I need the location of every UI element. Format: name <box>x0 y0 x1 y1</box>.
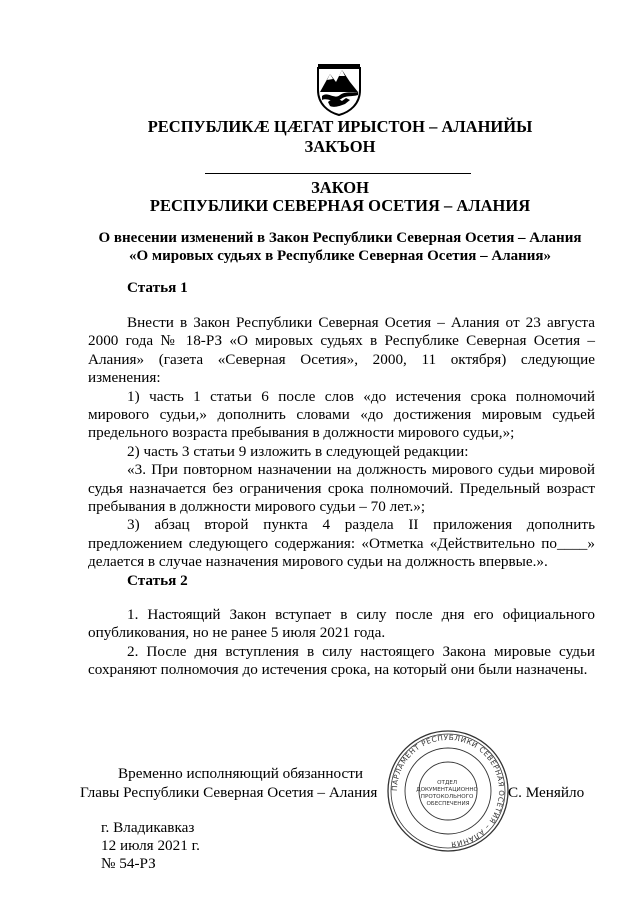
article-2-heading: Статья 2 <box>127 572 188 589</box>
coat-of-arms-icon <box>314 62 364 116</box>
article-1-body <box>88 314 595 572</box>
signatory-position-line-1: Временно исполняющий обязанности <box>118 765 364 782</box>
article-1-paragraph-intro: Внести в Закон Республики Северная Осетия – Алания от 23 августа 2000 года № 18-РЗ «О мировых судьях в Республике Северная Осетия – Алания» (газета «Северная Осетия», 2000, 11 октября) следующие изменения: <box>88 314 595 387</box>
seal-inner-text: ОТДЕЛ ДОКУМЕНТАЦИОННО ПРОТОКОЛЬНОГО ОБЕСПЕЧЕНИЯ <box>416 780 478 807</box>
subject-line-1: О внесении изменений в Закон Республики Северная Осетия – Алания <box>98 230 582 246</box>
article-2-body <box>88 606 595 680</box>
law-title: ЗАКОН <box>311 178 369 197</box>
seal-outer-text: ПАРЛАМЕНТ РЕСПУБЛИКИ СЕВЕРНАЯ ОСЕТИЯ – АЛАНИЯ <box>389 732 507 849</box>
article-1-item-2-text: «3. При повторном назначении на должность мирового судьи мировой судья назначается без ограничения срока полномочий. Предельный возраст пребывания в должности мирового судьи – 70 лет.»; <box>88 461 595 516</box>
signing-date: 12 июля 2021 г. <box>101 837 200 854</box>
law-number: № 54-РЗ <box>101 855 156 872</box>
article-1-item-2: 2) часть 3 статьи 9 изложить в следующей редакции: <box>127 442 469 460</box>
republic-title-ossetian: РЕСПУБЛИКÆ ЦÆГАТ ИРЫСТОН – АЛАНИЙЫ <box>147 117 533 136</box>
signatory-name: С. Меняйло <box>508 784 585 801</box>
subject-line-2: «О мировых судьях в Республике Северная Осетия – Алания» <box>128 248 552 264</box>
law-title-ossetian: ЗАКЪОН <box>304 137 376 156</box>
place-of-signing: г. Владикавказ <box>101 819 195 836</box>
article-1-item-3: 3) абзац второй пункта 4 раздела II приложения дополнить предложением следующего содержания: «Отметка «Действительно по____» делается в случае назначения мирового судьи на должность впервые.». <box>88 516 595 571</box>
article-1-item-1: 1) часть 1 статьи 6 после слов «до истечения срока полномочий мирового судьи,» дополнить словами «до достижения мировым судьей предельного возраста пребывания в должности мирового судьи,»; <box>88 387 595 442</box>
article-2-paragraph-1: 1. Настоящий Закон вступает в силу после дня его официального опубликования, но не ранее 5 июля 2021 года. <box>88 606 595 642</box>
article-2-paragraph-2: 2. После дня вступления в силу настоящего Закона мировые судьи сохраняют полномочия до истечения срока, на который они были назначены. <box>88 642 595 679</box>
republic-title: РЕСПУБЛИКИ СЕВЕРНАЯ ОСЕТИЯ – АЛАНИЯ <box>149 196 531 215</box>
official-seal-stamp <box>385 728 511 854</box>
header-divider <box>205 173 471 174</box>
signatory-position-line-2: Главы Республики Северная Осетия – Алания <box>80 784 378 801</box>
article-1-heading: Статья 1 <box>127 279 188 296</box>
